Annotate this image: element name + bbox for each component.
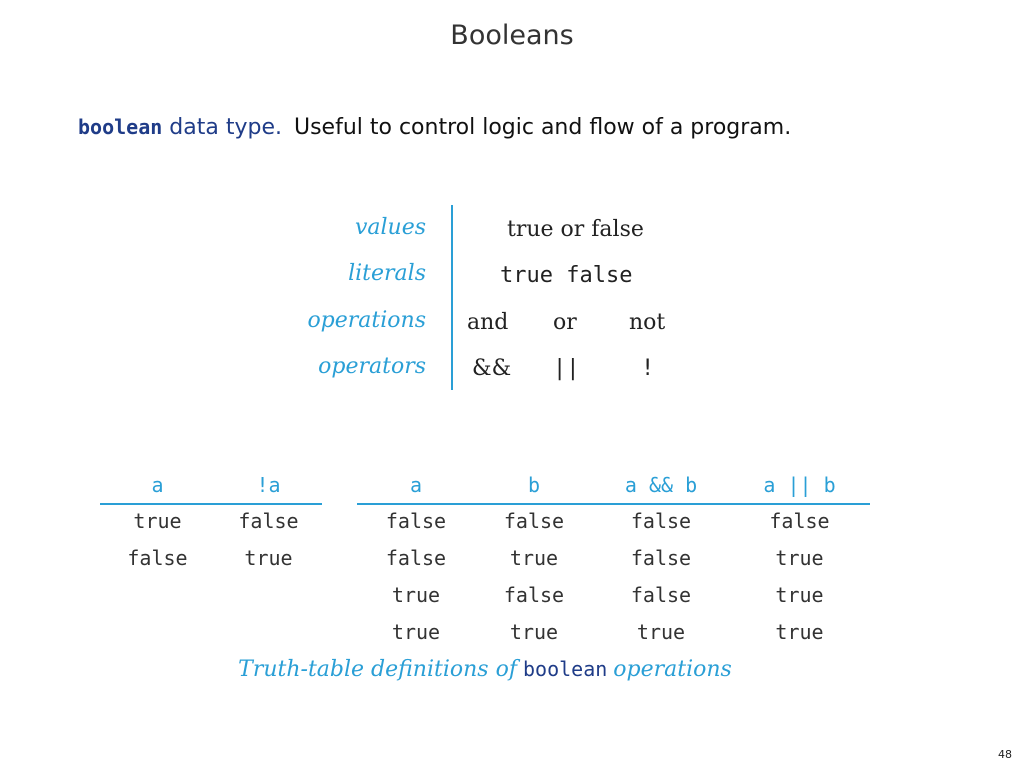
header-a: a [151,473,164,497]
table-cell: false [769,509,830,533]
data-type-text: data type. [162,115,282,140]
values-label: values [354,215,426,240]
caption-code: boolean [522,657,608,681]
header-rule [100,503,322,505]
table-cell: true [509,620,559,644]
operator-and: && [472,356,512,381]
operations-label: operations [307,308,426,333]
header-b: b [527,473,541,497]
header-a-or-b: a || b [763,473,836,497]
not-truth-table [100,473,322,583]
table-cell: false [238,509,299,533]
intro-line [78,115,791,140]
table-cell: true [133,509,182,533]
table-cell: false [630,509,692,533]
values-table [300,205,720,390]
table-cell: true [775,583,824,607]
table-cell: false [385,546,447,570]
slide-title: Booleans [450,20,574,51]
table-cell: true [244,546,293,570]
header-a-and-b: a && b [624,473,698,497]
values-table-divider [451,205,453,390]
truth-table-caption [0,657,970,682]
literals-text: true false [500,263,633,288]
values-text: true or false [507,217,644,242]
table-cell: false [630,583,692,607]
header-a: a [409,473,423,497]
operation-and: and [467,310,509,335]
caption-text-before: Truth-table definitions of [238,657,517,682]
table-cell: false [630,546,692,570]
literals-label: literals [348,261,426,286]
operation-not: not [629,310,666,335]
table-cell: false [503,509,565,533]
operation-or: or [553,310,577,335]
boolean-keyword: boolean [78,115,163,139]
operator-not: ! [641,356,655,381]
table-cell: true [391,620,441,644]
table-cell: false [385,509,447,533]
table-cell: false [503,583,565,607]
table-cell: true [775,620,824,644]
table-cell: true [775,546,824,570]
and-or-truth-table [357,473,870,653]
header-not-a: !a [256,473,281,497]
intro-description: Useful to control logic and flow of a program. [293,115,792,140]
table-cell: false [127,546,188,570]
operator-or: || [553,356,580,381]
table-cell: true [636,620,686,644]
caption-text-after: operations [613,657,732,682]
table-cell: true [391,583,441,607]
page-number: 48 [998,748,1012,761]
operators-label: operators [318,354,426,379]
header-rule [357,503,870,505]
table-cell: true [509,546,559,570]
